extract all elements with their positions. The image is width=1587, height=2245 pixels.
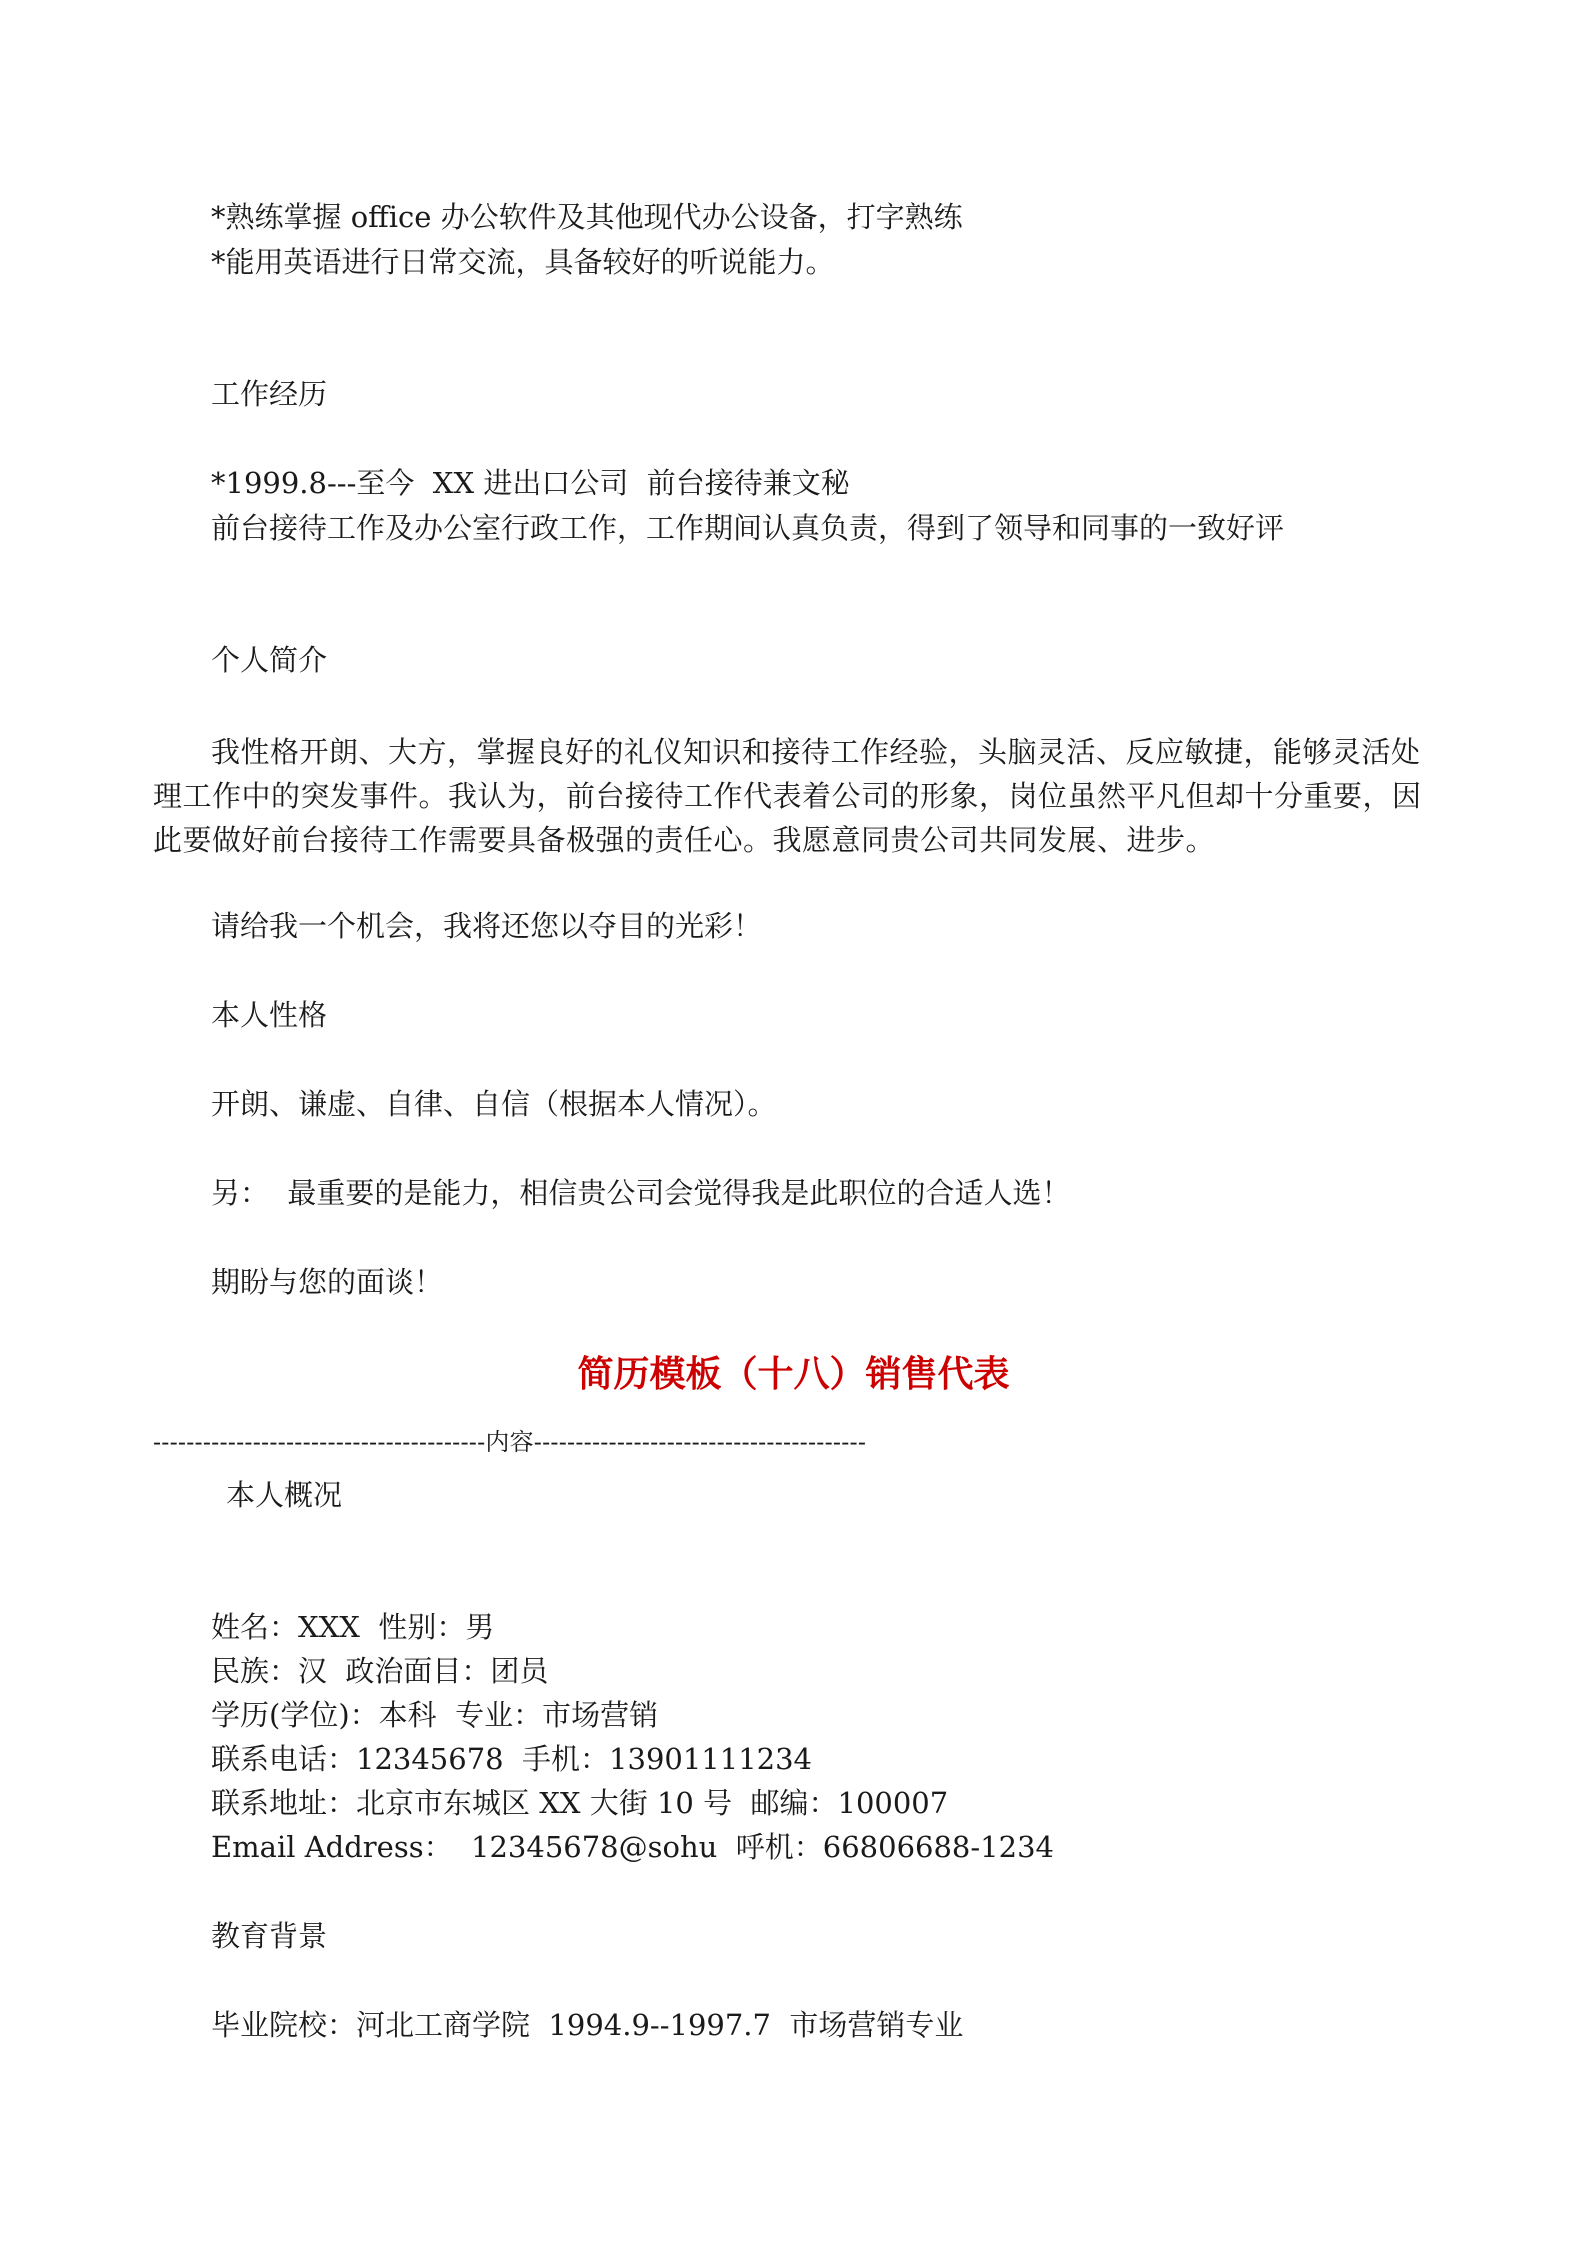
info-line-ethnicity: 民族：汉 政治面目：团员 [211, 1654, 549, 1688]
skill-line-office: *熟练掌握 office 办公软件及其他现代办公设备，打字熟练 [211, 200, 963, 234]
section-heading-intro: 个人简介 [211, 643, 328, 677]
section-heading-work: 工作经历 [211, 377, 328, 411]
intro-plea: 请给我一个机会，我将还您以夺目的光彩！ [211, 909, 763, 943]
info-line-email: Email Address： 12345678@sohu 呼机：66806688-1234 [211, 1830, 1054, 1864]
work-entry: *1999.8---至今 XX 进出口公司 前台接待兼文秘 [211, 466, 850, 500]
info-line-degree: 学历(学位)：本科 专业：市场营销 [211, 1698, 659, 1732]
info-line-address: 联系地址：北京市东城区 XX 大街 10 号 邮编：100007 [211, 1786, 949, 1820]
section-heading-overview: 本人概况 [226, 1478, 343, 1512]
education-line: 毕业院校：河北工商学院 1994.9--1997.7 市场营销专业 [211, 2008, 964, 2042]
intro-paragraph: 我性格开朗、大方，掌握良好的礼仪知识和接待工作经验，头脑灵活、反应敏捷，能够灵活处理工作中的突发事件。我认为，前台接待工作代表着公司的形象，岗位虽然平凡但却十分重要，因此要做好前台接待工作需要具备极强的责任心。我愿意同贵公司共同发展、进步。 [153, 735, 1422, 857]
skill-line-english: *能用英语进行日常交流，具备较好的听说能力。 [211, 245, 835, 279]
note-text: 另： 最重要的是能力，相信贵公司会觉得我是此职位的合适人选！ [211, 1176, 1071, 1210]
content-divider: ----------------------------------------内容---------------------------------------- [153, 1428, 867, 1456]
character-text: 开朗、谦虚、自律、自信（根据本人情况）。 [211, 1087, 777, 1121]
info-line-name: 姓名：XXX 性别：男 [211, 1610, 495, 1644]
section-heading-education: 教育背景 [211, 1919, 328, 1953]
work-description: 前台接待工作及办公室行政工作，工作期间认真负责，得到了领导和同事的一致好评 [211, 511, 1285, 545]
info-line-phone: 联系电话：12345678 手机：13901111234 [211, 1742, 812, 1776]
section-heading-character: 本人性格 [211, 998, 328, 1032]
closing-text: 期盼与您的面谈！ [211, 1265, 444, 1299]
template-title: 简历模板（十八）销售代表 [577, 1353, 1010, 1395]
